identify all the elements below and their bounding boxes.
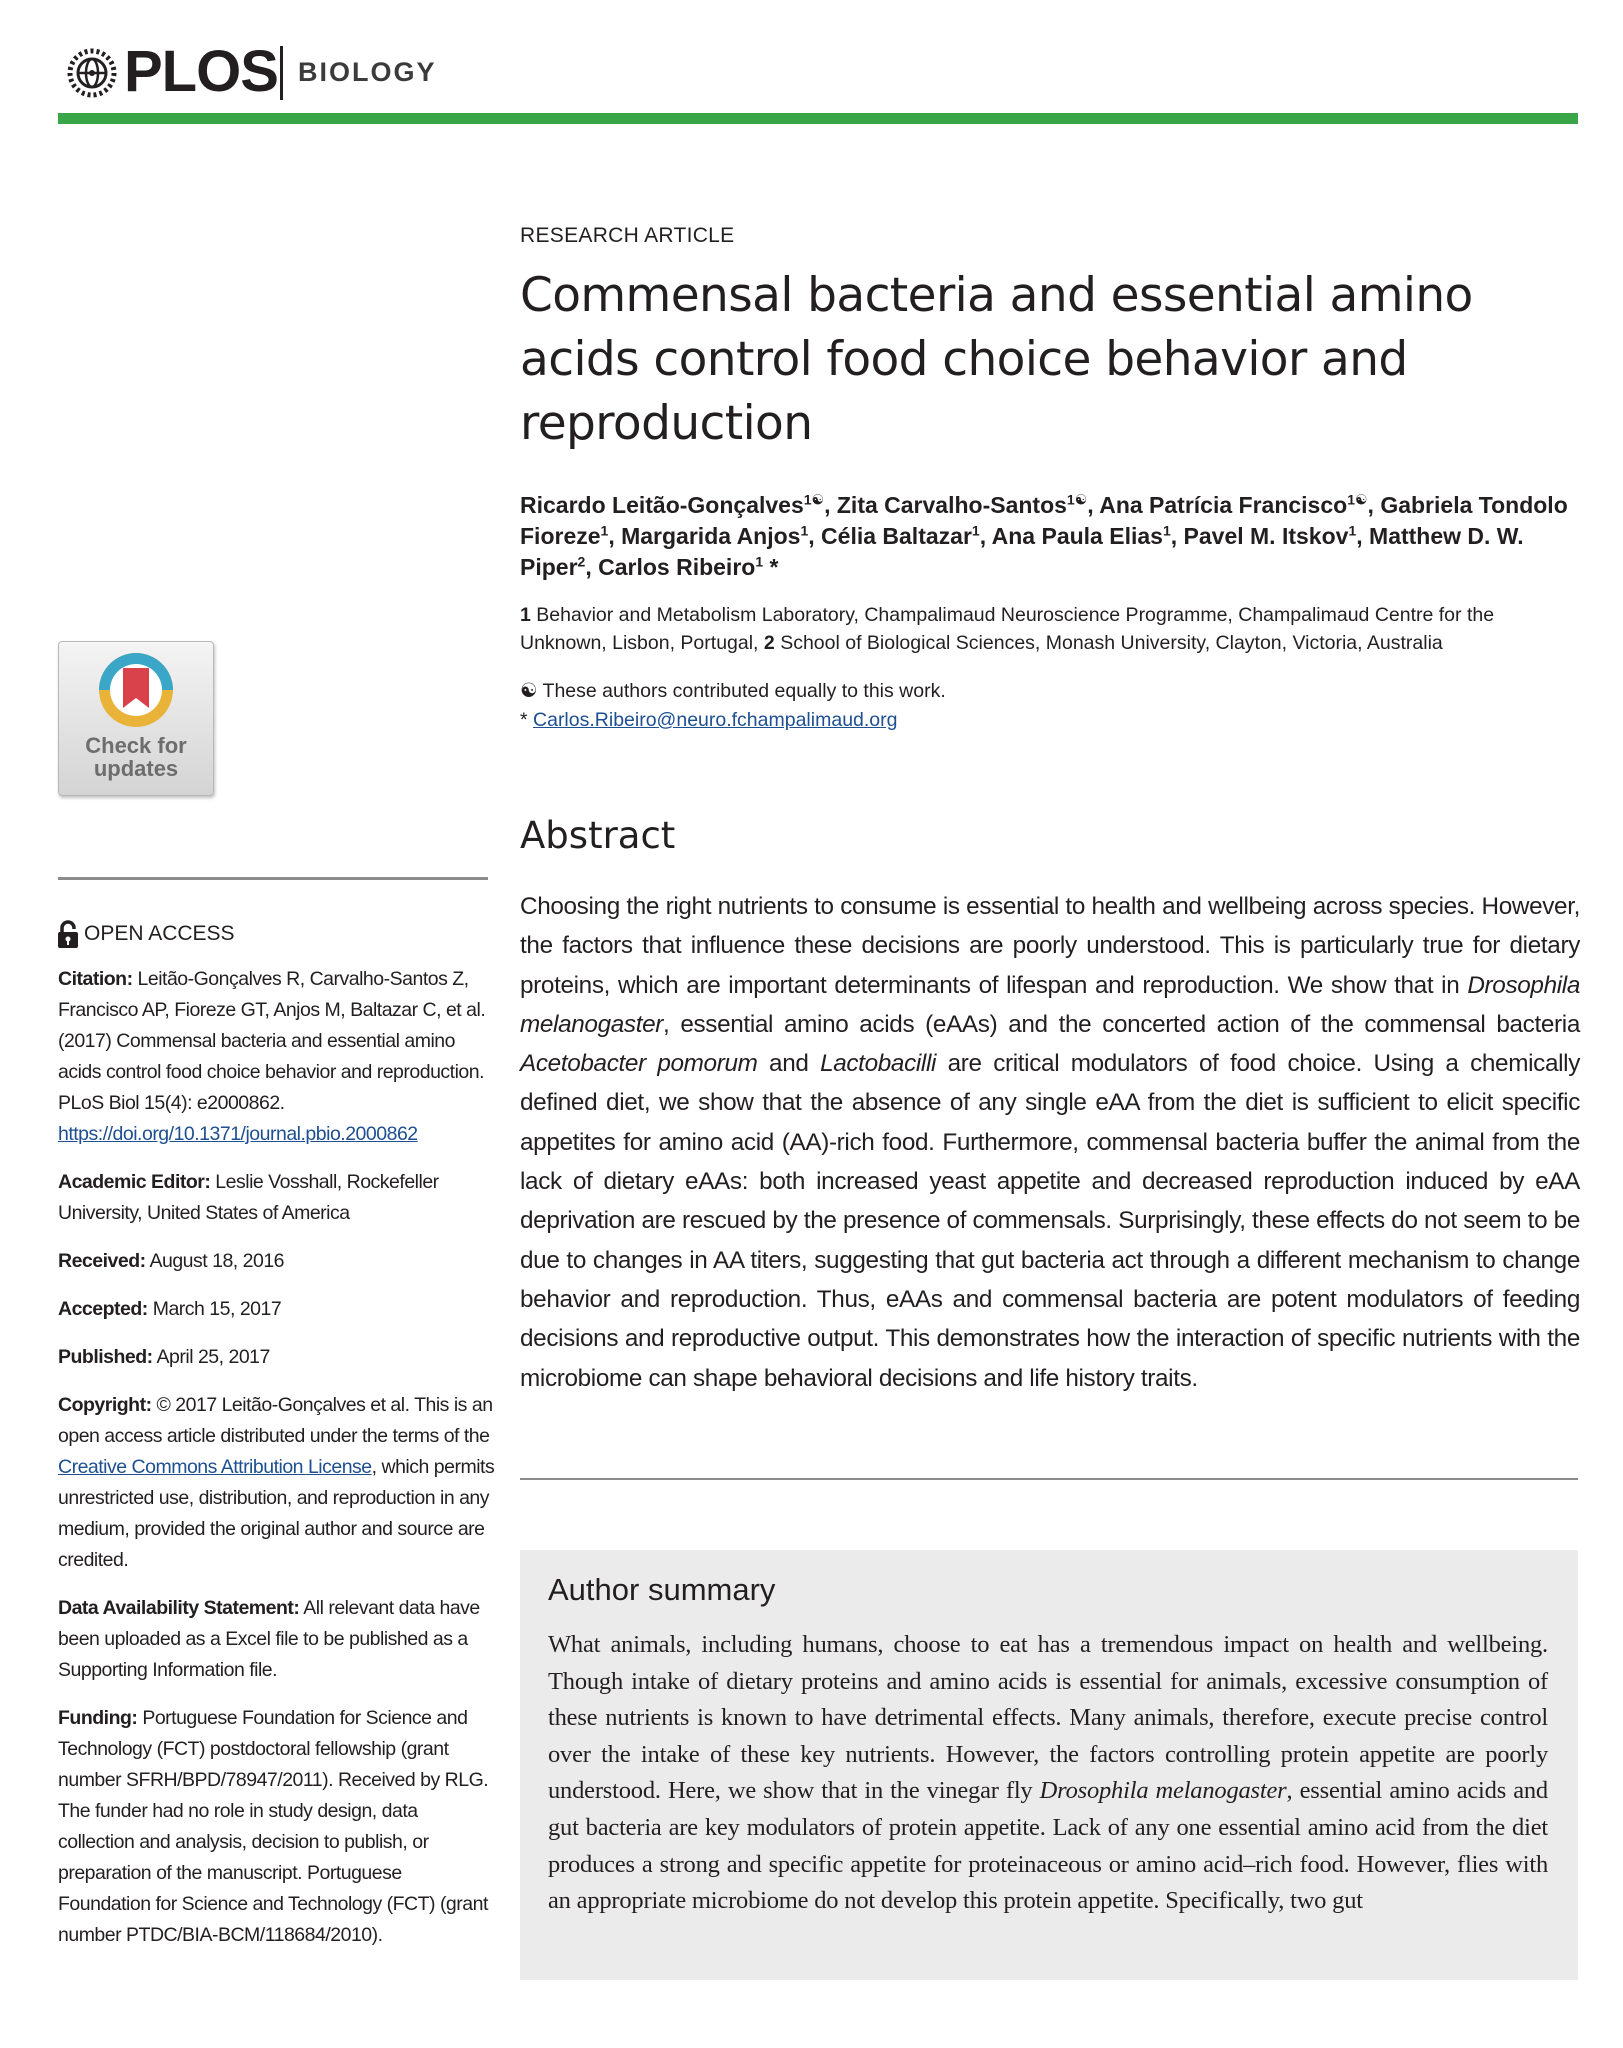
- copyright: Copyright: © 2017 Leitão-Gonçalves et al. This is an open access article distributed under the terms of the Creative Commons Attribution License, which permits unrestricted use, distribution, and reproduction in any medium, provided the original author and source are credited.: [58, 1394, 495, 1571]
- author-summary-heading: Author summary: [548, 1572, 776, 1607]
- article-type: RESEARCH ARTICLE: [520, 224, 735, 247]
- citation-doi-link[interactable]: https://doi.org/10.1371/journal.pbio.2000862: [58, 1123, 418, 1145]
- author-list: Ricardo Leitão-Gonçalves$^{1☯}$, Zita Carvalho-Santos$^{1☯}$, Ana Patrícia Francisco$^{1☯}$, Gabriela Tondolo Fioreze$^1$, Margarida Anjos$^1$, Célia Baltazar$^1$, Ana Paula Elias$^1$, Pavel M. Itskov$^1$, Matthew D. W. Piper$^2$, Carlos Ribeiro$^1$ *: [520, 491, 1568, 580]
- open-lock-icon: [58, 920, 78, 948]
- plos-logo-icon: [58, 40, 126, 104]
- corresponding-author: * Carlos.Ribeiro@neuro.fchampalimaud.org: [520, 709, 898, 731]
- received-date: Received: August 18, 2016: [58, 1250, 285, 1272]
- check-for-updates-label: Check for updates: [85, 733, 187, 781]
- affiliations: 1 Behavior and Metabolism Laboratory, Champalimaud Neuroscience Programme, Champalimaud Centre for the Unknown, Lisbon, Portugal, 2 School of Biological Sciences, Monash University, Clayton, Victoria, Australia: [520, 604, 1495, 654]
- author-summary-box: [520, 1550, 1578, 1980]
- author: Gabriela Tondolo Fioreze$^1$: [520, 492, 1568, 549]
- academic-editor: Academic Editor: Leslie Vosshall, Rockefeller University, United States of America: [58, 1171, 439, 1224]
- equal-contribution-note: ☯ These authors contributed equally to this work.: [520, 680, 946, 702]
- author: Pavel M. Itskov$^1$: [1183, 522, 1357, 549]
- author: Ana Patrícia Francisco$^{1☯}$: [1099, 491, 1368, 518]
- author: Ricardo Leitão-Gonçalves$^{1☯}$: [520, 491, 825, 518]
- author: Carlos Ribeiro$^1$ *: [598, 553, 779, 580]
- logo-divider: [280, 46, 283, 100]
- author-notes: [520, 677, 1580, 735]
- abstract-text: Choosing the right nutrients to consume is essential to health and wellbeing across species. However, the factors that influence these decisions are poorly understood. This is particularly true for dietary proteins, which are important determinants of lifespan and reproduction. We show that in Drosophila melanogaster, essential amino acids (eAAs) and the concerted action of the commensal bacteria Acetobacter pomorum and Lactobacilli are critical modulators of food choice. Using a chemically defined diet, we show that the absence of any single eAA from the diet is sufficient to elicit specific appetites for amino acid (AA)-rich food. Furthermore, commensal bacteria buffer the animal from the lack of dietary eAAs: both increased yeast appetite and decreased reproduction induced by eAA deprivation are rescued by the presence of commensals. Surprisingly, these effects do not seem to be due to changes in AA titers, suggesting that gut bacteria act through a different mechanism to change behavior and reproduction. Thus, eAAs and commensal bacteria are potent modulators of feeding decisions and reproductive output. This demonstrates how the interaction of specific nutrients with the microbiome can shape behavioral decisions and life history traits.: [520, 893, 1580, 1392]
- corresponding-email-link[interactable]: Carlos.Ribeiro@neuro.fchampalimaud.org: [533, 709, 898, 731]
- brand-name: PLOS: [124, 39, 278, 104]
- article-sidebar: [58, 920, 498, 1968]
- accepted-date: Accepted: March 15, 2017: [58, 1298, 282, 1320]
- author: Zita Carvalho-Santos$^{1☯}$: [836, 491, 1088, 518]
- crossmark-icon: [96, 650, 176, 730]
- journal-header: [58, 38, 1578, 110]
- author: Ana Paula Elias$^1$: [991, 522, 1171, 549]
- author: Célia Baltazar$^1$: [821, 522, 980, 549]
- open-access-label: OPEN ACCESS: [84, 922, 235, 945]
- check-for-updates-button[interactable]: [58, 641, 214, 796]
- funding: Funding: Portuguese Foundation for Science and Technology (FCT) postdoctoral fellowship (grant number SFRH/BPD/78947/2011). Received by RLG. The funder had no role in study design, data collection and analysis, decision to publish, or preparation of the manuscript. Portuguese Foundation for Science and Technology (FCT) (grant number PTDC/BIA-BCM/118684/2010).: [58, 1707, 489, 1946]
- abstract-rule: [520, 1478, 1578, 1480]
- article-main: [520, 222, 1580, 1398]
- author-summary-text: What animals, including humans, choose to eat has a tremendous impact on health and wellbeing. Though intake of dietary proteins and amino acids is essential for animals, excessive consumption of these nutrients is known to have detrimental effects. Many animals, therefore, execute precise control over the intake of these key nutrients. However, the factors controlling protein appetite are poorly understood. Here, we show that in the vinegar fly Drosophila melanogaster, essential amino acids and gut bacteria are key modulators of protein appetite. Lack of any one essential amino acid from the diet produces a strong and specific appetite for proteinaceous or amino acid–rich food. However, flies with an appropriate microbiome do not develop this protein appetite. Specifically, two gut: [548, 1631, 1548, 1915]
- journal-name: BIOLOGY: [298, 57, 437, 87]
- header-rule: [58, 113, 1578, 124]
- article-title: Commensal bacteria and essential amino acids control food choice behavior and reproduction: [520, 268, 1473, 451]
- citation: Citation: Leitão-Gonçalves R, Carvalho-Santos Z, Francisco AP, Fioreze GT, Anjos M, Baltazar C, et al. (2017) Commensal bacteria and essential amino acids control food choice behavior and reproduction. PLoS Biol 15(4): e2000862. https://doi.org/10.1371/journal.pbio.2000862: [58, 968, 486, 1145]
- published-date: Published: April 25, 2017: [58, 1346, 270, 1368]
- license-link[interactable]: Creative Commons Attribution License: [58, 1456, 372, 1478]
- author: Matthew D. W. Piper$^2$: [520, 523, 1524, 580]
- sidebar-rule: [58, 877, 488, 880]
- abstract-heading: Abstract: [520, 814, 676, 857]
- data-availability: Data Availability Statement: All relevant data have been uploaded as a Excel file to be published as a Supporting Information file.: [58, 1597, 480, 1681]
- open-access-badge: [58, 920, 498, 948]
- author: Margarida Anjos$^1$: [621, 522, 809, 549]
